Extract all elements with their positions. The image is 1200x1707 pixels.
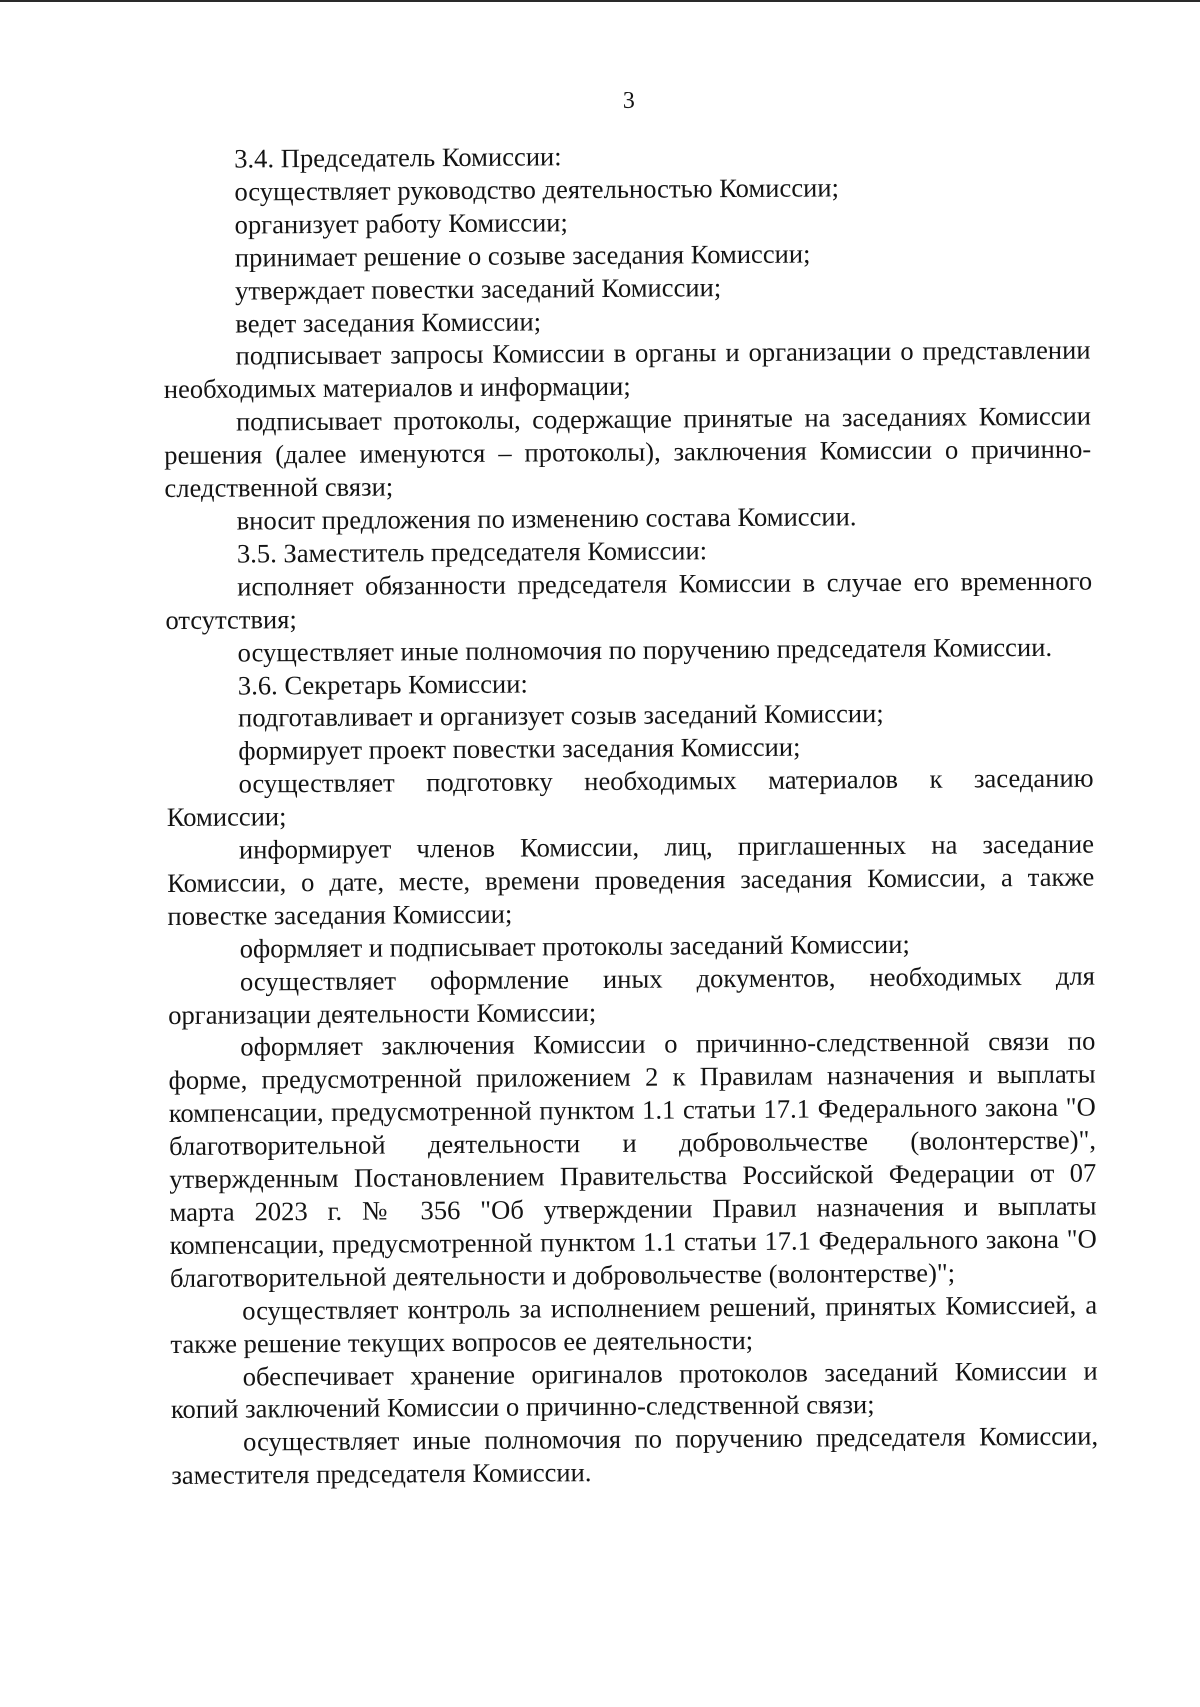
paragraph: организует работу Комиссии;	[234, 207, 568, 240]
paragraph: осуществляет руководство деятельностью Комиссии;	[234, 172, 840, 207]
paragraph: осуществляет оформление иных документов, необходимых для организации деятельности Комиссии;	[168, 960, 1095, 1030]
paragraph: оформляет заключения Комиссии о причинно-следственной связи по форме, предусмотренной приложением 2 к Правилам назначения и выплаты компенсации, предусмотренной пунктом 1.1 статьи 17.1 Федерального закона "О благотворительной деятельности и добровольчестве (волонтерстве)", утвержденным Постановлением Правительства Российской Федерации от 07 марта 2023 г. № 356 "Об утверждении Правил назначения и выплаты компенсации, предусмотренной пунктом 1.1 статьи 17.1 Федерального закона "О благотворительной деятельности и добровольчестве (волонтерстве)";	[168, 1026, 1097, 1293]
paragraph: формирует проект повестки заседания Комиссии;	[238, 731, 801, 766]
section-heading-3-5: 3.5. Заместитель председателя Комиссии:	[236, 535, 708, 569]
paragraph: обеспечивает хранение оригиналов протоколов заседаний Комиссии и копий заключений Комиссии о причинно-следственной связи;	[170, 1355, 1098, 1425]
paragraph: осуществляет иные полномочия по поручению председателя Комиссии.	[237, 631, 1053, 668]
paragraph: ведет заседания Комиссии;	[235, 305, 542, 339]
paragraph: вносит предложения по изменению состава Комиссии.	[236, 501, 857, 536]
paragraph: принимает решение о созыве заседания Комиссии;	[234, 238, 811, 273]
page-number: 3	[622, 87, 635, 114]
section-heading-3-4: 3.4. Председатель Комиссии:	[234, 141, 562, 174]
paragraph: подготавливает и организует созыв заседаний Комиссии;	[237, 698, 884, 733]
paragraph: подписывает запросы Комиссии в органы и организации о представлении необходимых материалов и информации;	[163, 335, 1091, 405]
paragraph: подписывает протоколы, содержащие принятые на заседаниях Комиссии решения (далее именуются – протоколы), заключения Комиссии о причинно-следственной связи;	[164, 400, 1092, 504]
document-body	[162, 137, 1098, 1493]
paragraph: оформляет и подписывает протоколы заседаний Комиссии;	[239, 928, 910, 964]
paragraph: осуществляет иные полномочия по поручению председателя Комиссии, заместителя председателя Комиссии.	[171, 1420, 1099, 1491]
paragraph: информирует членов Комиссии, лиц, приглашенных на заседание Комиссии, о дате, месте, времени проведения заседания Комиссии, а также повестке заседания Комиссии;	[167, 828, 1095, 931]
paragraph: исполняет обязанности председателя Комиссии в случае его временного отсутствия;	[165, 565, 1093, 635]
section-heading-3-6: 3.6. Секретарь Комиссии:	[237, 668, 528, 701]
paragraph: осуществляет подготовку необходимых материалов к заседанию Комиссии;	[166, 762, 1094, 833]
paragraph: утверждает повестки заседаний Комиссии;	[234, 271, 722, 306]
paragraph: осуществляет контроль за исполнением решений, принятых Комиссией, а также решение текущих вопросов ее деятельности;	[170, 1289, 1098, 1359]
